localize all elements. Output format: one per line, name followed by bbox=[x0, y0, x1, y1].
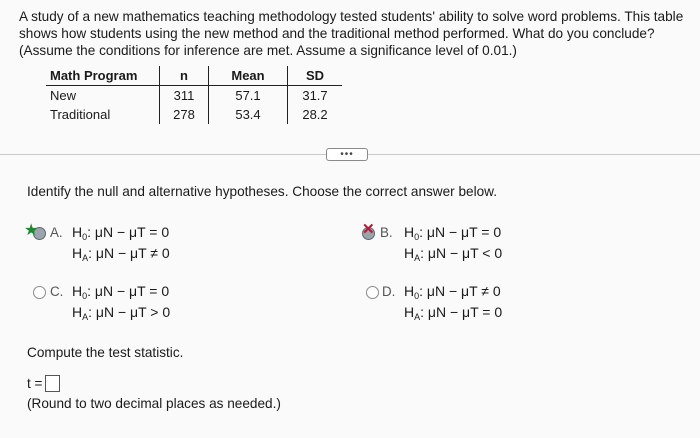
test-statistic-input[interactable] bbox=[45, 375, 60, 392]
question-text bbox=[19, 8, 695, 59]
option-a-letter: A. bbox=[50, 225, 63, 240]
cell-n: 278 bbox=[160, 105, 209, 124]
cell-program: Traditional bbox=[50, 107, 111, 122]
correct-star-icon: ★ bbox=[24, 222, 39, 239]
option-c-alt: $H_A$: μN − μT > 0 bbox=[72, 304, 171, 322]
option-c-alt-expr: μN − μT > 0 bbox=[95, 304, 171, 320]
rounding-note: (Round to two decimal places as needed.) bbox=[27, 396, 281, 411]
option-c-radio[interactable] bbox=[33, 286, 46, 299]
cell-n: 311 bbox=[160, 86, 209, 106]
option-a-null: $H_0$: μN − μT = 0 bbox=[72, 224, 170, 242]
question-line-2: shows how students using the new method and the traditional method performed. What do you conclude? bbox=[19, 26, 655, 41]
option-d-alt-expr: μN − μT = 0 bbox=[427, 304, 503, 320]
question-line-1: A study of a new mathematics teaching methodology tested students' ability to solve word problems. This table bbox=[19, 9, 684, 24]
cell-mean: 57.1 bbox=[209, 86, 288, 106]
cell-sd: 28.2 bbox=[288, 105, 343, 124]
table-header-row bbox=[46, 66, 342, 86]
wrong-x-icon: ✕ bbox=[362, 221, 375, 238]
expand-more-button[interactable]: ••• bbox=[326, 148, 368, 161]
option-b-alt: $H_A$: μN − μT < 0 bbox=[404, 245, 503, 263]
answer-label: t = bbox=[27, 376, 43, 391]
option-a-alt: $H_A$: μN − μT ≠ 0 bbox=[72, 245, 170, 263]
option-c-null: $H_0$: μN − μT = 0 bbox=[72, 283, 170, 301]
question-line-3: (Assume the conditions for inference are met. Assume a significance level of 0.01.) bbox=[19, 43, 517, 58]
cell-program: New bbox=[50, 88, 77, 103]
option-b-alt-expr: μN − μT < 0 bbox=[427, 245, 503, 261]
option-d-null: $H_0$: μN − μT ≠ 0 bbox=[404, 283, 501, 301]
option-a-null-expr: μN − μT = 0 bbox=[94, 224, 170, 240]
cell-sd: 31.7 bbox=[288, 86, 343, 106]
option-d-alt: $H_A$: μN − μT = 0 bbox=[404, 304, 503, 322]
answer-line bbox=[27, 375, 60, 392]
instruction-text: Identify the null and alternative hypotheses. Choose the correct answer below. bbox=[27, 184, 498, 199]
option-a-alt-expr: μN − μT ≠ 0 bbox=[95, 245, 170, 261]
option-c-null-expr: μN − μT = 0 bbox=[94, 283, 170, 299]
header-mean: Mean bbox=[209, 66, 288, 86]
option-d-radio[interactable] bbox=[366, 286, 379, 299]
option-b-null: $H_0$: μN − μT = 0 bbox=[404, 224, 502, 242]
option-d-letter: D. bbox=[382, 284, 396, 299]
compute-prompt: Compute the test statistic. bbox=[27, 345, 184, 360]
option-c-letter: C. bbox=[50, 284, 64, 299]
header-sd: SD bbox=[288, 66, 343, 86]
option-b-letter: B. bbox=[380, 225, 393, 240]
cell-mean: 53.4 bbox=[209, 105, 288, 124]
table-row bbox=[46, 105, 342, 124]
header-math-program: Math Program bbox=[46, 66, 160, 86]
data-table bbox=[46, 66, 342, 124]
option-b-null-expr: μN − μT = 0 bbox=[426, 224, 502, 240]
header-n: n bbox=[160, 66, 209, 86]
table-row bbox=[46, 86, 342, 106]
option-d-null-expr: μN − μT ≠ 0 bbox=[426, 283, 501, 299]
